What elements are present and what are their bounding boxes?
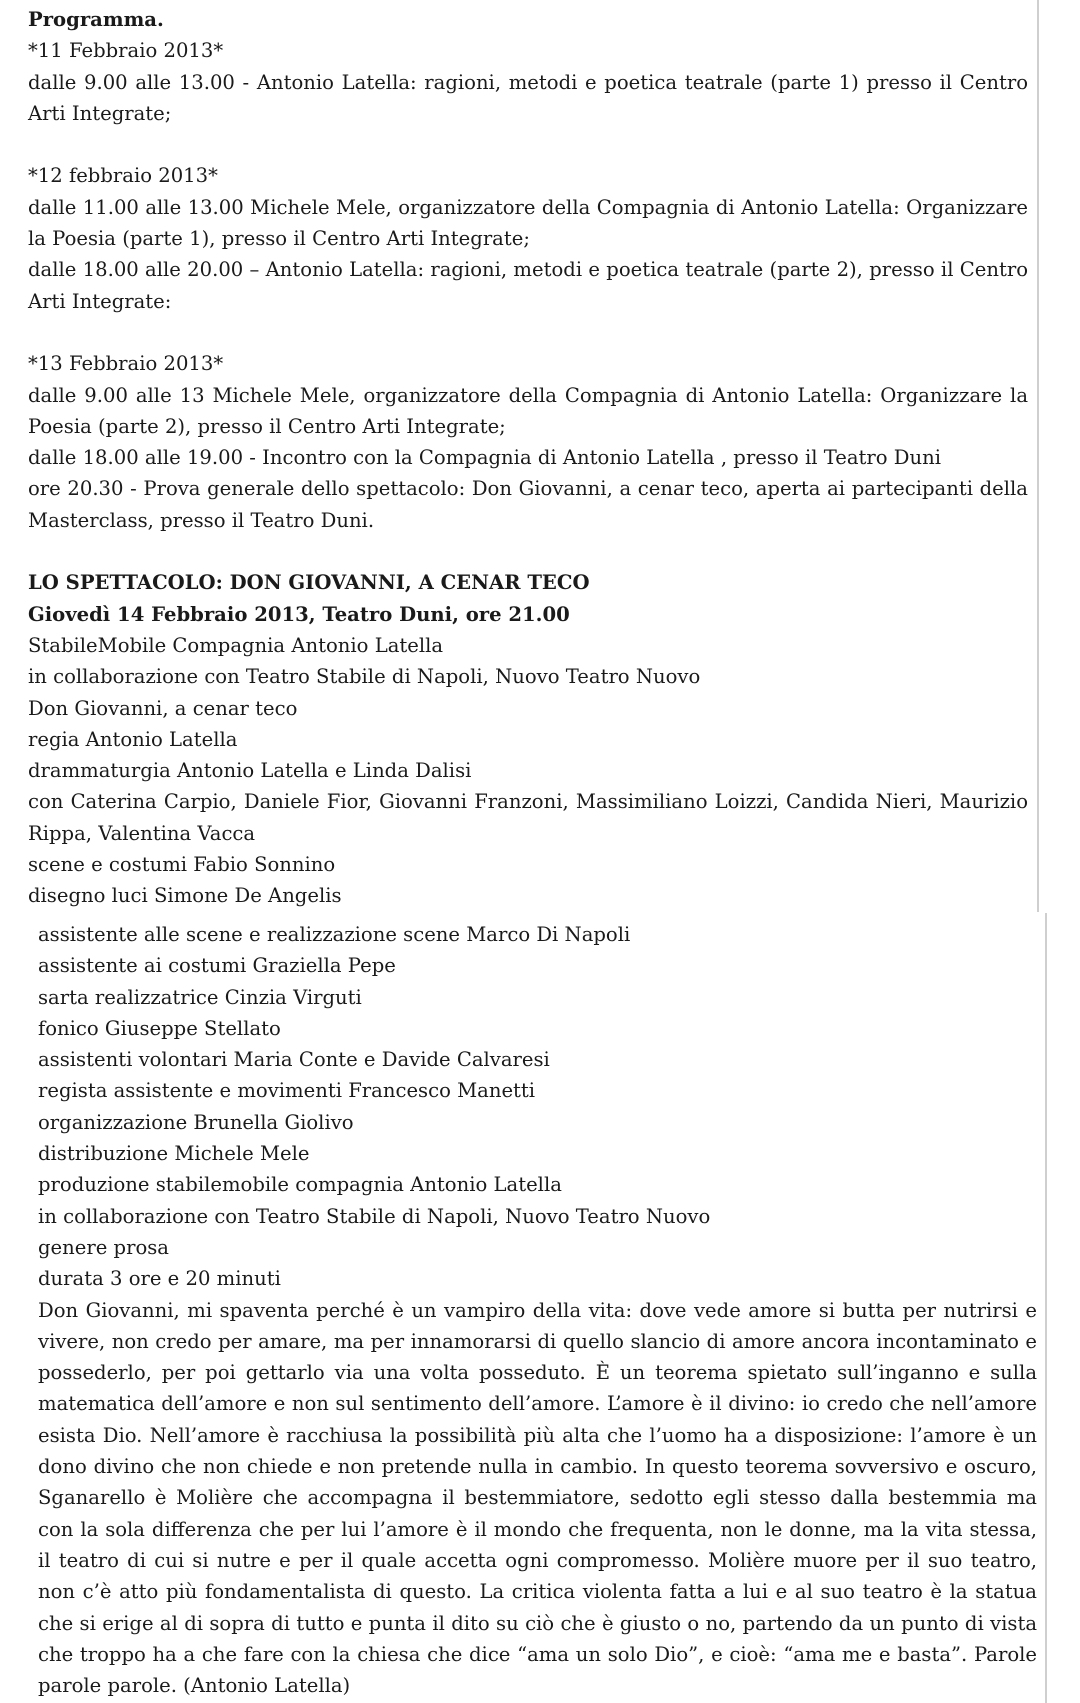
credit-line: regista assistente e movimenti Francesco Manetti [38,1079,536,1103]
credit-line: sarta realizzatrice Cinzia Virguti [38,985,362,1009]
credit-line: StabileMobile Compagnia Antonio Latella [28,633,444,657]
day-2-item-1: dalle 11.00 alle 13.00 Michele Mele, organizzatore della Compagnia di Antonio Latella: Organizzare la Poesia (parte 1), presso il Centro Arti Integrate; [28,195,1028,251]
paragraph-spacer [28,317,1028,348]
day-3-date: *13 Febbraio 2013* [28,352,224,376]
day-1-item-1: dalle 9.00 alle 13.00 - Antonio Latella: ragioni, metodi e poetica teatrale (parte 1) presso il Centro Arti Integrate; [28,70,1028,125]
credit-line: assistente alle scene e realizzazione scene Marco Di Napoli [38,923,631,946]
credit-line: regia Antonio Latella [28,727,238,751]
credit-line: in collaborazione con Teatro Stabile di Napoli, Nuovo Teatro Nuovo [38,1204,711,1228]
page-border-right-top [1037,0,1039,912]
credit-line: produzione stabilemobile compagnia Antonio Latella [38,1173,562,1197]
credit-line-cast: con Caterina Carpio, Daniele Fior, Giovanni Franzoni, Massimiliano Loizzi, Candida Nieri, Maurizio Rippa, Valentina Vacca [28,790,1028,845]
credit-line: in collaborazione con Teatro Stabile di Napoli, Nuovo Teatro Nuovo [28,665,701,689]
program-heading: Programma. [28,8,164,31]
document-section-credits [38,919,1037,1701]
credit-line: assistente ai costumi Graziella Pepe [38,954,396,978]
credit-line: distribuzione Michele Mele [38,1142,310,1166]
credit-line: disegno luci Simone De Angelis [28,884,342,908]
credit-line: assistenti volontari Maria Conte e Davide Calvaresi [38,1048,550,1072]
show-date: Giovedì 14 Febbraio 2013, Teatro Duni, ore 21.00 [28,602,570,626]
day-2-item-2: dalle 18.00 alle 20.00 – Antonio Latella: ragioni, metodi e poetica teatrale (parte 2), presso il Centro Arti Integrate: [28,258,1028,313]
director-quote: Don Giovanni, mi spaventa perché è un vampiro della vita: dove vede amore si butta per nutrirsi e vivere, non credo per amare, ma per innamorarsi di quello slancio di amore ancora incontaminato e possederlo, per poi gettarlo via una volta posseduto. È un teorema spietato sull’inganno e sulla matematica dell’amore e non sul sentimento dell’amore. L’amore è il divino: io credo che nell’amore esista Dio. Nell’amore è racchiusa la possibilità più alta che l’uomo ha a disposizione: l’amore è un dono divino che non chiede e non pretende nulla in cambio. In questo teorema sovversivo e oscuro, Sganarello è Molière che accompagna il bestemmiatore, sedotto egli stesso dalla bestemmia ma con la sola differenza che per lui l’amore è il mondo che frequenta, non le donne, ma la vita stessa, il teatro di cui si nutre e per il quale accetta ogni compromesso. Molière muore per il suo teatro, non c’è atto più fondamentalista di questo. La critica violenta fatta a lui e al suo teatro è la statua che si erige al di sopra di tutto e punta il dito su ciò che è giusto o no, partendo da un punto di vista che troppo ha a che fare con la chiesa che dice “ama un solo Dio”, e cioè: “ama me e basta”. Parole parole parole. (Antonio Latella) [38,1298,1037,1698]
credit-line: durata 3 ore e 20 minuti [38,1267,281,1291]
day-1-date: *11 Febbraio 2013* [28,39,224,63]
credit-line: organizzazione Brunella Giolivo [38,1110,354,1134]
page-border-right-bottom [1045,913,1047,1703]
day-3-item-3: ore 20.30 - Prova generale dello spettacolo: Don Giovanni, a cenar teco, aperta ai partecipanti della Masterclass, presso il Teatro Duni. [28,477,1028,532]
credit-line: fonico Giuseppe Stellato [38,1016,281,1040]
credit-line: scene e costumi Fabio Sonnino [28,853,336,877]
day-2-date: *12 febbraio 2013* [28,164,218,188]
credit-line: genere prosa [38,1235,169,1259]
day-3-item-1: dalle 9.00 alle 13 Michele Mele, organizzatore della Compagnia di Antonio Latella: Organizzare la Poesia (parte 2), presso il Centro Arti Integrate; [28,383,1028,438]
paragraph-spacer [28,536,1028,567]
show-heading: LO SPETTACOLO: DON GIOVANNI, A CENAR TECO [28,571,590,595]
credit-line: Don Giovanni, a cenar teco [28,696,298,720]
credit-line: drammaturgia Antonio Latella e Linda Dalisi [28,759,472,783]
document-section-program [28,4,1028,912]
day-3-item-2: dalle 18.00 alle 19.00 - Incontro con la Compagnia di Antonio Latella , presso il Teatro Duni [28,446,942,470]
paragraph-spacer [28,129,1028,160]
